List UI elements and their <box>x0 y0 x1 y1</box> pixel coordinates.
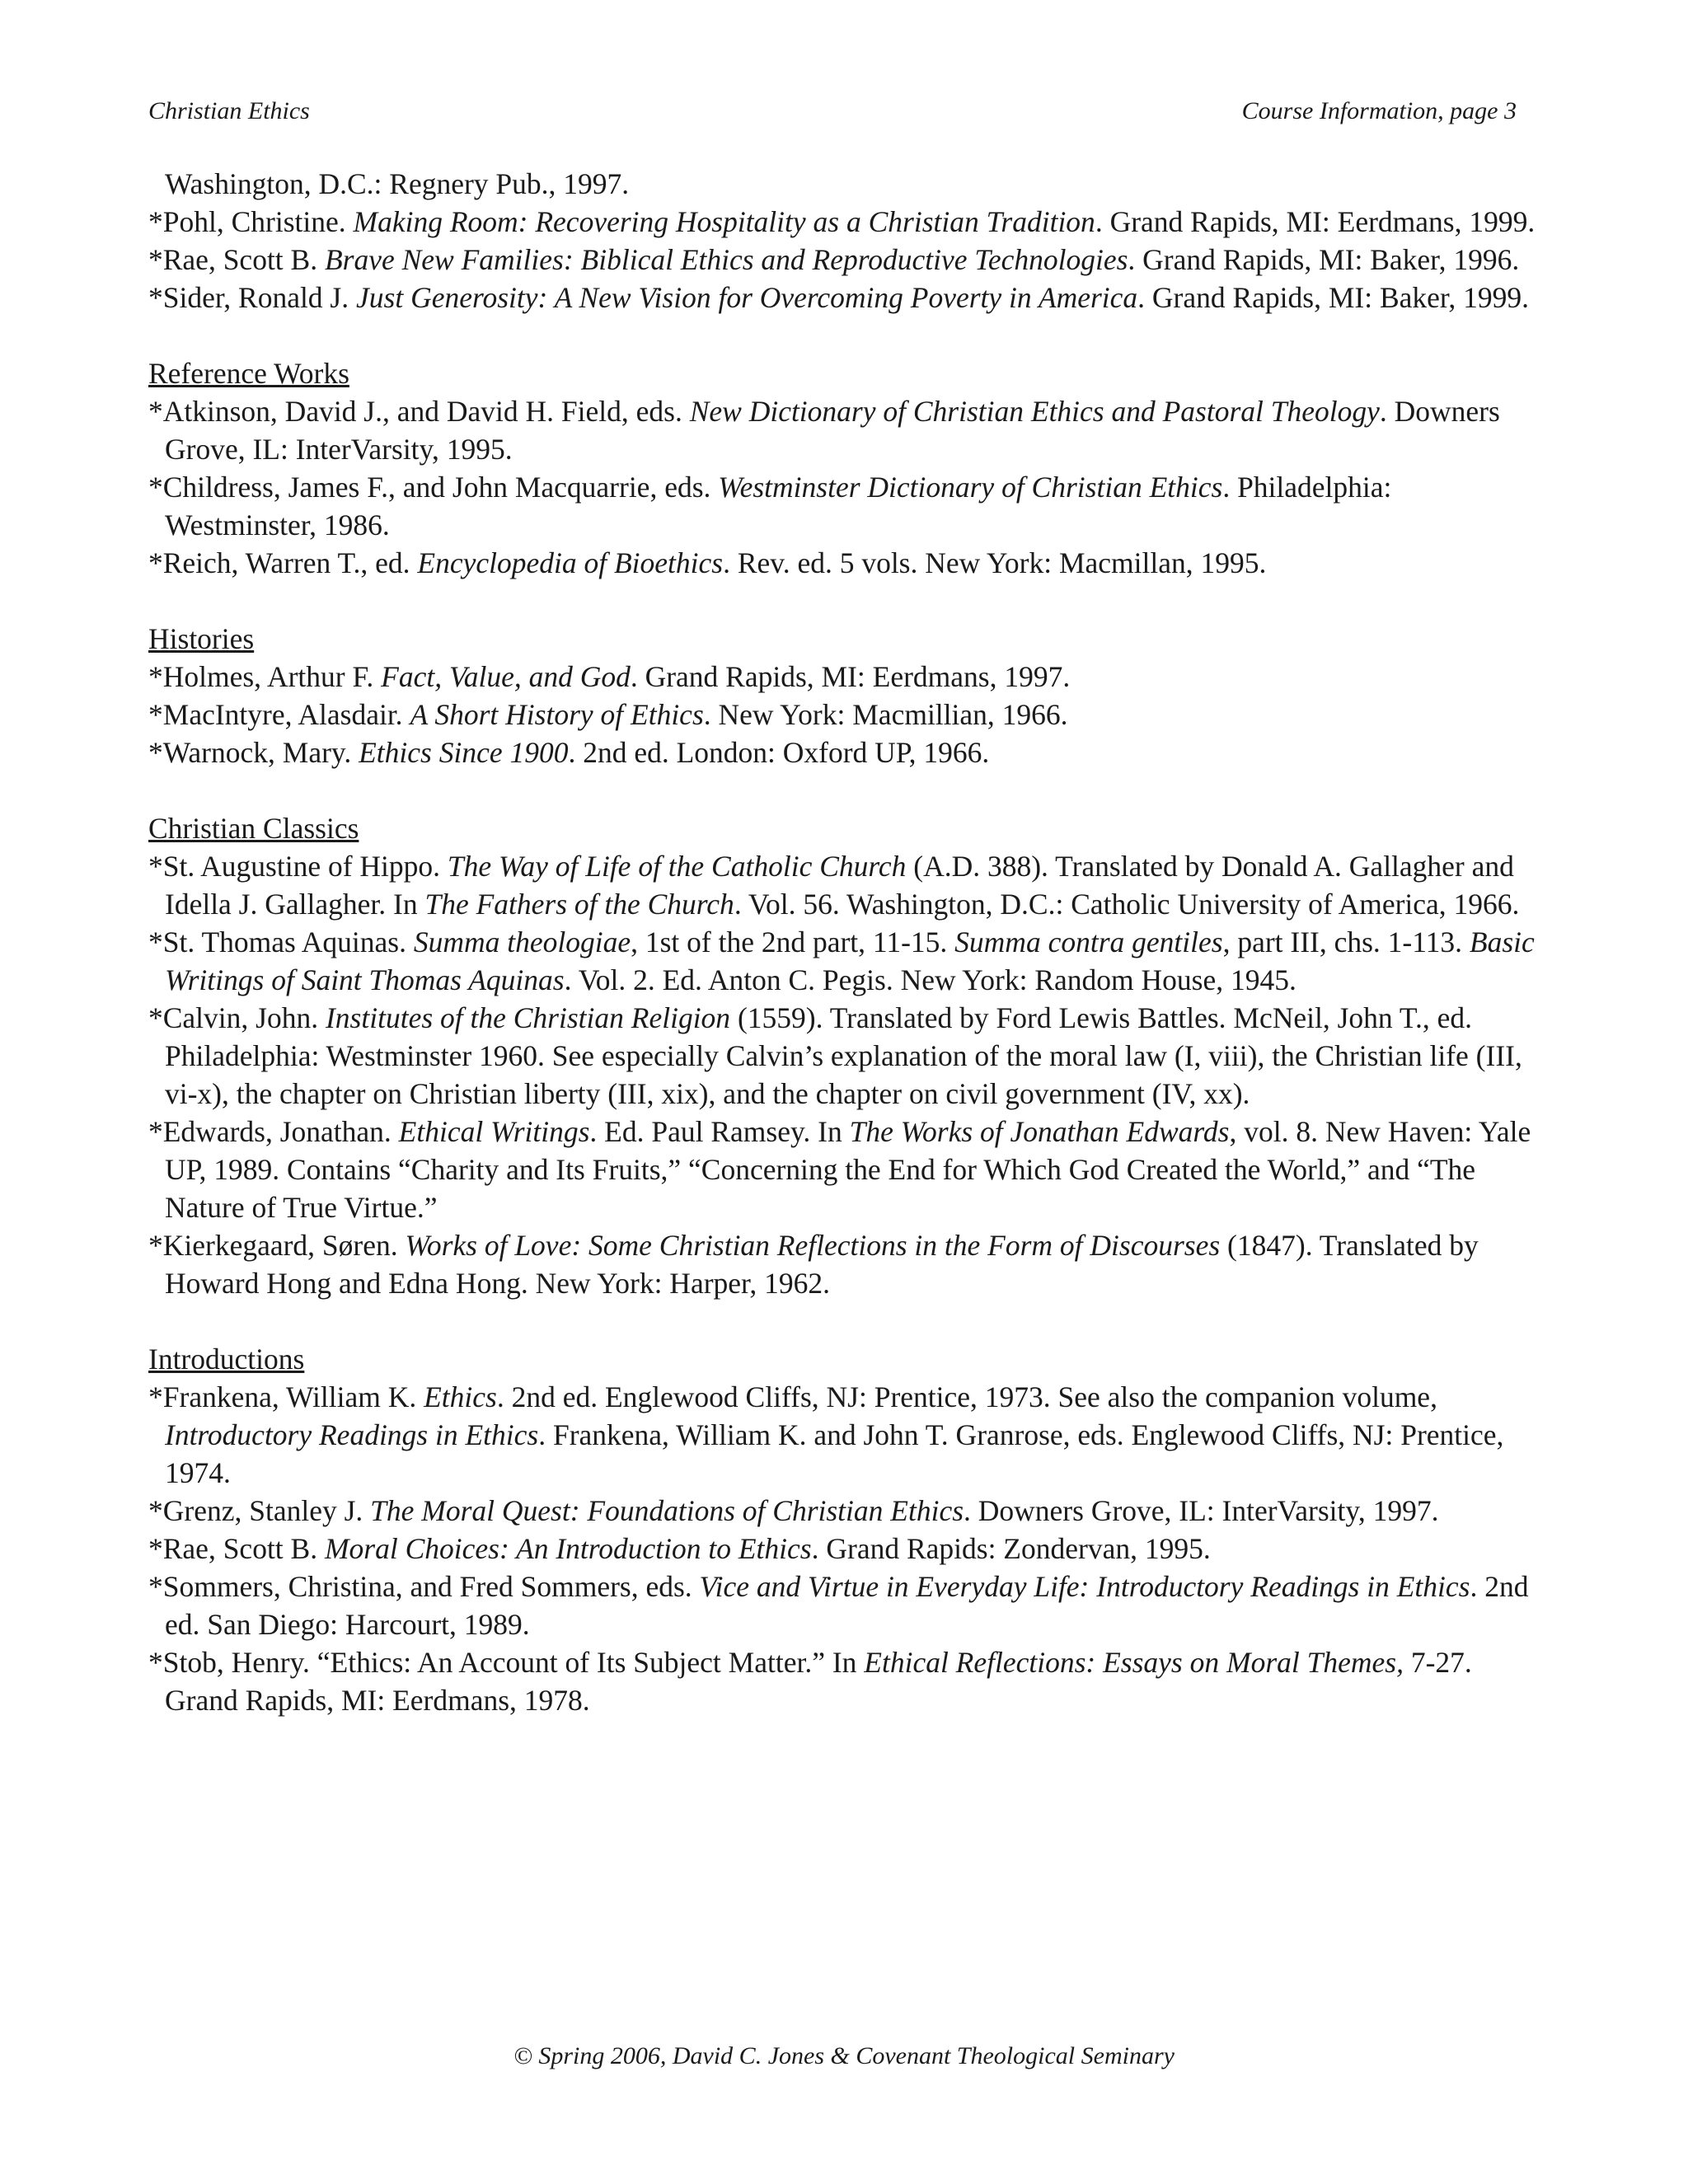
bibliography-entry <box>148 203 1550 241</box>
bibliography-content <box>148 165 1550 1719</box>
entry-publication: . Frankena, William K. and John T. Granrose, eds. Englewood Cliffs, NJ: Prentice, 1974. <box>165 1418 1504 1489</box>
section-heading: Histories <box>148 622 255 655</box>
entry-author: *Reich, Warren T., ed. <box>148 546 418 579</box>
entry-author: *Stob, Henry. “Ethics: An Account of Its Subject Matter.” In <box>148 1646 865 1679</box>
entry-author: *Holmes, Arthur F. <box>148 660 382 693</box>
page-footer: © Spring 2006, David C. Jones & Covenant Theological Seminary <box>513 2042 1175 2069</box>
entry-title: The Way of Life of the Catholic Church <box>447 850 907 883</box>
bibliography-entry <box>148 923 1550 999</box>
bibliography-entry <box>148 279 1550 316</box>
section-heading: Christian Classics <box>148 812 359 845</box>
entries-top <box>148 203 1550 316</box>
entry-text: , part III, chs. 1-113. <box>1222 926 1470 958</box>
section-heading: Introductions <box>148 1343 305 1376</box>
entry-publication: , vol. 8. New Haven: Yale UP, 1989. Contains “Charity and Its Fruits,” “Concerning the End for Which God Created the World,” and “The Nature of True Virtue.” <box>165 1115 1531 1224</box>
entry-publication: . Vol. 56. Washington, D.C.: Catholic University of America, 1966. <box>734 888 1520 921</box>
entry-publication: . Grand Rapids, MI: Eerdmans, 1997. <box>630 660 1071 693</box>
entry-title: Moral Choices: An Introduction to Ethics <box>324 1532 812 1565</box>
entry-author: *Rae, Scott B. <box>148 1532 325 1565</box>
bibliography-entry <box>148 1378 1550 1492</box>
bibliography-entry <box>148 1568 1550 1643</box>
entry-publication: . Philadelphia: Westminster, 1986. <box>165 471 1392 541</box>
bibliography-entry <box>148 468 1550 544</box>
bibliography-entry <box>148 1226 1550 1302</box>
entry-title: Westminster Dictionary of Christian Ethics <box>718 471 1223 504</box>
bibliography-entry <box>148 999 1550 1113</box>
entry-author: *St. Thomas Aquinas. <box>148 926 414 958</box>
entry-title: Vice and Virtue in Everyday Life: Introductory Readings in Ethics <box>699 1570 1470 1603</box>
bibliography-entry <box>148 392 1550 468</box>
entry-author: *Atkinson, David J., and David H. Field, eds. <box>148 395 690 428</box>
entry-author: *Pohl, Christine. <box>148 205 354 238</box>
section-christian-classics <box>148 809 1550 1302</box>
entry-publication: . Rev. ed. 5 vols. New York: Macmillan, 1995. <box>723 546 1267 579</box>
entry-title: Summa theologiae <box>413 926 631 958</box>
entry-author: *Kierkegaard, Søren. <box>148 1229 406 1262</box>
entry-title: The Fathers of the Church <box>424 888 734 921</box>
entry-title: Ethical Reflections: Essays on Moral Themes, <box>864 1646 1404 1679</box>
bibliography-entry <box>148 1530 1550 1568</box>
entry-title: Making Room: Recovering Hospitality as a Christian Tradition <box>353 205 1095 238</box>
entry-text: . Ed. Paul Ramsey. In <box>589 1115 850 1148</box>
entry-title: Institutes of the Christian Religion <box>325 1001 731 1034</box>
entry-author: *Sider, Ronald J. <box>148 281 357 314</box>
entry-publication: . Grand Rapids, MI: Baker, 1999. <box>1137 281 1529 314</box>
entry-publication: . Grand Rapids, MI: Baker, 1996. <box>1128 243 1520 276</box>
header-page-label: Course Information, page 3 <box>1241 97 1517 124</box>
entry-title: A Short History of Ethics <box>410 698 704 731</box>
bibliography-entry <box>148 241 1550 279</box>
entry-text: , 1st of the 2nd part, 11-15. <box>631 926 955 958</box>
entry-author: *Warnock, Mary. <box>148 736 359 769</box>
section-reference-works <box>148 354 1550 582</box>
entry-author: *Rae, Scott B. <box>148 243 325 276</box>
section-introductions <box>148 1340 1550 1719</box>
bibliography-entry <box>148 1492 1550 1530</box>
entry-author: *Edwards, Jonathan. <box>148 1115 399 1148</box>
entry-publication: . Downers Grove, IL: InterVarsity, 1997. <box>964 1494 1439 1527</box>
entry-title: Summa contra gentiles <box>954 926 1223 958</box>
entry-publication: . 2nd ed. London: Oxford UP, 1966. <box>568 736 990 769</box>
entry-title: Encyclopedia of Bioethics <box>417 546 724 579</box>
entry-author: *MacIntyre, Alasdair. <box>148 698 410 731</box>
entry-author: *Sommers, Christina, and Fred Sommers, eds. <box>148 1570 700 1603</box>
entry-title: Basic Writings of Saint Thomas Aquinas <box>165 926 1535 996</box>
bibliography-entry <box>148 1113 1550 1226</box>
bibliography-entry <box>148 847 1550 923</box>
bibliography-entry <box>148 733 1550 771</box>
entry-publication: (1847). Translated by Howard Hong and Edna Hong. New York: Harper, 1962. <box>165 1229 1479 1300</box>
entry-author: *Calvin, John. <box>148 1001 326 1034</box>
entry-title: Works of Love: Some Christian Reflections in the Form of Discourses <box>405 1229 1221 1262</box>
entry-publication: . 2nd ed. San Diego: Harcourt, 1989. <box>165 1570 1529 1641</box>
entry-author: *Frankena, William K. <box>148 1380 424 1413</box>
entry-publication: . Vol. 2. Ed. Anton C. Pegis. New York: Random House, 1945. <box>564 963 1296 996</box>
entry-title: Brave New Families: Biblical Ethics and Reproductive Technologies <box>324 243 1128 276</box>
entry-publication: . Downers Grove, IL: InterVarsity, 1995. <box>165 395 1500 466</box>
entry-title: Just Generosity: A New Vision for Overcoming Poverty in America <box>356 281 1138 314</box>
entry-title: New Dictionary of Christian Ethics and Pastoral Theology <box>689 395 1380 428</box>
entry-publication: . New York: Macmillian, 1966. <box>703 698 1068 731</box>
header-course-title: Christian Ethics <box>148 97 310 124</box>
entry-publication: . Grand Rapids: Zondervan, 1995. <box>811 1532 1211 1565</box>
entry-publication: 7-27. Grand Rapids, MI: Eerdmans, 1978. <box>165 1646 1472 1717</box>
bibliography-entry <box>148 658 1550 696</box>
continued-entry: Washington, D.C.: Regnery Pub., 1997. <box>165 167 630 200</box>
entry-title: Fact, Value, and God <box>381 660 631 693</box>
entry-publication: (1559). Translated by Ford Lewis Battles. McNeil, John T., ed. Philadelphia: Westminster 1960. See especially Calvin’s explanation of the moral law (I, viii), the Christian life (III, vi-x), the chapter on Christian liberty (III, xix), and the chapter on civil government (IV, xx). <box>165 1001 1522 1110</box>
bibliography-entry <box>148 696 1550 733</box>
entry-title: Ethical Writings <box>398 1115 590 1148</box>
bibliography-entry <box>148 544 1550 582</box>
entry-publication: . Grand Rapids, MI: Eerdmans, 1999. <box>1095 205 1536 238</box>
entry-text: . 2nd ed. Englewood Cliffs, NJ: Prentice, 1973. See also the companion volume, <box>496 1380 1437 1413</box>
entry-title: Ethics Since 1900 <box>359 736 569 769</box>
section-heading: Reference Works <box>148 357 349 390</box>
entry-title: Ethics <box>424 1380 497 1413</box>
bibliography-entry <box>148 1643 1550 1719</box>
entry-author: *Grenz, Stanley J. <box>148 1494 371 1527</box>
entry-title: The Works of Jonathan Edwards <box>849 1115 1230 1148</box>
section-histories <box>148 620 1550 771</box>
entry-author: *St. Augustine of Hippo. <box>148 850 448 883</box>
entry-author: *Childress, James F., and John Macquarrie, eds. <box>148 471 719 504</box>
entry-title: The Moral Quest: Foundations of Christian Ethics <box>370 1494 964 1527</box>
entry-text: (A.D. 388). Translated by Donald A. Gallagher and Idella J. Gallagher. In <box>165 850 1514 921</box>
entry-title: Introductory Readings in Ethics <box>165 1418 539 1451</box>
